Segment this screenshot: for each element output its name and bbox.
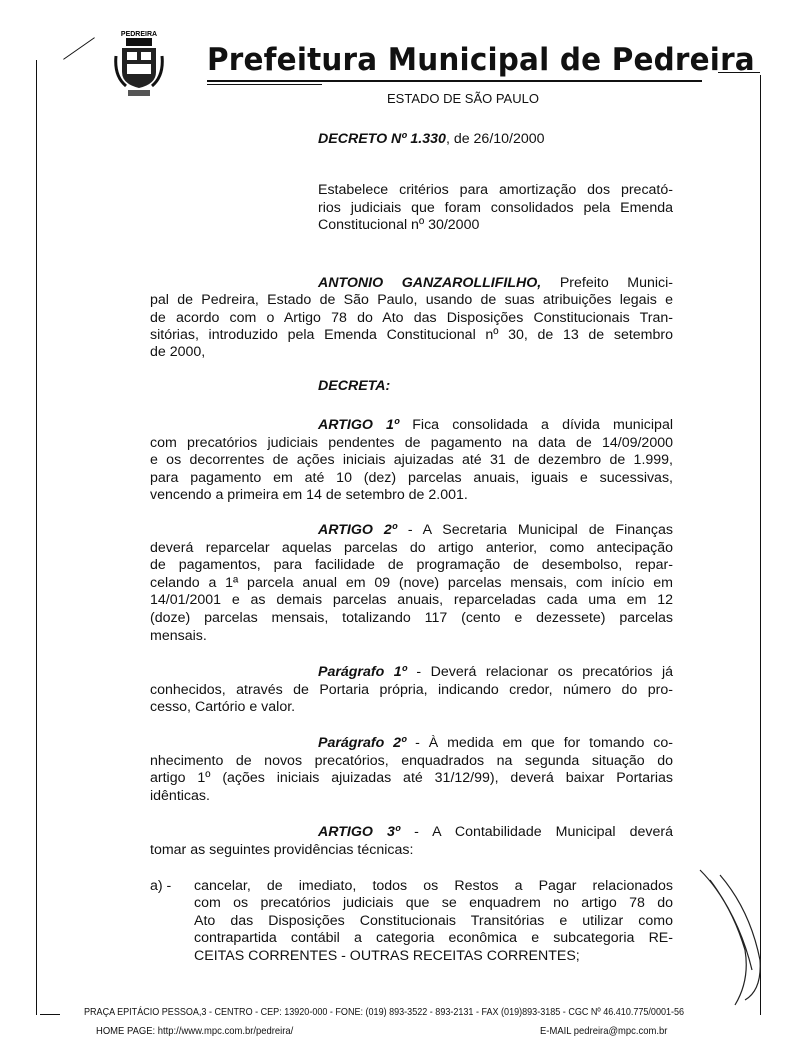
article-line: de pagamentos, para facilidade de programação de desembolso, repar-	[150, 557, 673, 573]
footer-rule-left	[40, 1014, 60, 1015]
preamble-line: de 2000,	[150, 344, 206, 360]
article-line: celando a 1ª parcela anual em 09 (nove) parcelas mensais, com início em	[150, 575, 673, 591]
paragraph-line: artigo 1º (ações iniciais ajuizadas até 31/12/99), deverá baixar Portarias	[150, 770, 673, 786]
par1-first-line	[318, 664, 673, 681]
paragraph-line: nhecimento de novos precatórios, enquadrados na segunda situação do	[150, 753, 673, 769]
paragraph-line: cesso, Cartório e valor.	[150, 699, 296, 715]
footer-homepage[interactable]: HOME PAGE: http://www.mpc.com.br/pedreira/	[96, 1025, 294, 1037]
title-underline-thin	[207, 84, 322, 85]
paragraph-line: conhecidos, através de Portaria própria, indicando credor, número do pro-	[150, 682, 673, 698]
decree-number: DECRETO Nº 1.330	[318, 131, 446, 147]
article-line: (doze) parcelas mensais, totalizando 117 (cento e dezessete) parcelas	[150, 610, 673, 626]
left-margin-line	[36, 60, 37, 1015]
footer-address: PRAÇA EPITÁCIO PESSOA,3 - CENTRO - CEP: 13920-000 - FONE: (019) 893-3522 - 893-2131 - FAX (019)893-3185 - CGC Nº 46.410.775/0001-56	[84, 1006, 685, 1018]
paragraph-text: - À medida em que for tomando co-	[415, 735, 674, 751]
preamble-first-line	[318, 275, 673, 292]
corner-mark	[63, 37, 95, 60]
footer-email[interactable]: E-MAIL pedreira@mpc.com.br	[540, 1025, 668, 1037]
page-subtitle: ESTADO DE SÃO PAULO	[387, 91, 539, 106]
par2-first-line	[318, 735, 673, 752]
ementa-line: Constitucional nº 30/2000	[318, 217, 480, 233]
mayor-name: ANTONIO GANZAROLLIFILHO,	[318, 275, 542, 291]
art3-first-line	[318, 824, 673, 841]
article-label: ARTIGO 3º	[318, 824, 401, 840]
article-label: ARTIGO 2º	[318, 522, 397, 538]
article-line: deverá reparcelar aquelas parcelas do artigo anterior, como antecipação	[150, 540, 673, 556]
paragraph-label: Parágrafo 1º	[318, 664, 407, 680]
signature-icon	[690, 860, 770, 1010]
article-line: vencendo a primeira em 14 de setembro de 2.001.	[150, 487, 468, 503]
article-line: mensais.	[150, 628, 207, 644]
article-text: - A Secretaria Municipal de Finanças	[407, 522, 673, 538]
article-text: Fica consolidada a dívida municipal	[412, 417, 673, 433]
article-text: - A Contabilidade Municipal deverá	[414, 824, 674, 840]
art1-first-line	[318, 417, 673, 434]
page-title: Prefeitura Municipal de Pedreira	[207, 42, 755, 78]
svg-text:PEDREIRA: PEDREIRA	[120, 31, 158, 38]
item-line: CEITAS CORRENTES - OUTRAS RECEITAS CORRENTES;	[194, 948, 580, 964]
preamble-line: sitórias, introduzido pela Emenda Constitucional nº 30, de 13 de setembro	[150, 327, 673, 343]
article-line: com precatórios judiciais pendentes de pagamento na data de 14/09/2000	[150, 435, 673, 451]
item-line: cancelar, de imediato, todos os Restos a Pagar relacionados	[194, 878, 673, 894]
article-line: para pagamento em até 10 (dez) parcelas anuais, iguais e sucessivas,	[150, 470, 673, 486]
preamble-line: de acordo com o Artigo 78 do Ato das Disposições Constitucionais Tran-	[150, 310, 673, 326]
municipal-crest-icon	[112, 26, 166, 100]
ementa-line: rios judiciais que foram consolidados pela Emenda	[318, 200, 673, 216]
item-marker: a) -	[150, 878, 172, 894]
decreta-heading: DECRETA:	[318, 378, 391, 394]
article-line: tomar as seguintes providências técnicas:	[150, 842, 414, 858]
paragraph-text: - Deverá relacionar os precatórios já	[416, 664, 673, 680]
paragraph-line: idênticas.	[150, 788, 210, 804]
art2-first-line	[318, 522, 673, 539]
title-underline	[207, 80, 702, 82]
decree-heading	[318, 131, 545, 147]
ementa-line: Estabelece critérios para amortização dos precató-	[318, 182, 673, 198]
article-line: e os decorrentes de ações iniciais ajuizadas até 31 de dezembro de 1.999,	[150, 452, 673, 468]
item-line: contrapartida contábil a categoria econômica e subcategoria RE-	[194, 930, 673, 946]
article-label: ARTIGO 1º	[318, 417, 400, 433]
paragraph-label: Parágrafo 2º	[318, 735, 407, 751]
preamble-text: Prefeito Munici-	[559, 275, 674, 291]
item-line: Ato das Disposições Constitucionais Transitórias e utilizar como	[194, 913, 673, 929]
preamble-line: pal de Pedreira, Estado de São Paulo, usando de suas atribuições legais e	[150, 292, 673, 308]
article-line: 14/01/2001 e as demais parcelas anuais, reparceladas cada uma em 12	[150, 592, 673, 608]
decree-date: , de 26/10/2000	[445, 131, 545, 147]
item-line: com os precatórios judiciais que se enquadrem no artigo 78 do	[194, 895, 673, 911]
